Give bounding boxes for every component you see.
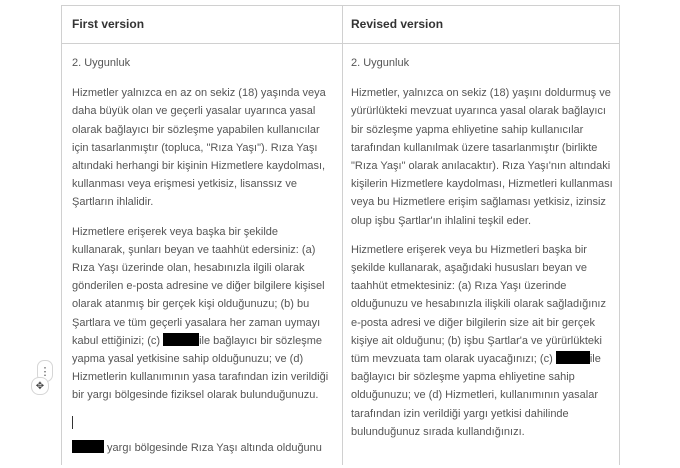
first-version-paragraph-2 (72, 223, 334, 405)
move-arrows-icon[interactable]: ✥ (31, 377, 49, 395)
redaction-block (72, 440, 104, 453)
column-divider (342, 6, 343, 465)
first-version-title: 2. Uygunluk (72, 57, 131, 69)
first-version-paragraph-2-text-b: ile bağlayıcı bir sözleşme yapma yasal yetkisine sahip olduğunuzu; ve (d) Hizmetlerin kullanımının yasa tarafından izin verildiği bir yargı bölgesinde fiziksel olarak bulunduğunuzu. (72, 334, 329, 402)
first-version-cell[interactable] (72, 54, 334, 468)
first-version-paragraph-3 (72, 439, 334, 457)
revised-version-cell[interactable] (351, 54, 613, 452)
header-revised-version: Revised version (351, 17, 444, 31)
first-version-paragraph-3-text: yargı bölgesinde Rıza Yaşı altında olduğunu (104, 441, 322, 454)
header-first-version: First version (72, 17, 145, 31)
vertical-dots-icon[interactable]: ⋮ (37, 360, 53, 382)
redaction-block (163, 333, 199, 346)
first-version-paragraph-2-text-a: Hizmetlere erişerek veya başka bir şekilde kullanarak, şunları beyan ve taahhüt edersiniz: (a) Rıza Yaşı üzerinde olan, hesabınızla ilgili olarak gönderilen e-posta adresine ve diğer bilgilere kişisel olarak atanmış bir gerçek kişi olduğunuzu; (b) bu Şartlara ve tüm geçerli yasalara her zaman uymayı kabul ettiğinizi; (c) (72, 225, 325, 347)
text-cursor (72, 416, 73, 429)
revised-version-paragraph-2 (351, 241, 613, 441)
revised-version-paragraph-1: Hizmetler, yalnızca on sekiz (18) yaşını doldurmuş ve yürürlükteki mevzuat uyarınca yasal olarak bağlayıcı bir sözleşme yapma ehliyetine sahip kullanıcılar tarafından kullanılmak üzere tasarlanmıştır (birlikte "Rıza Yaşı" olarak anılacaktır). Rıza Yaşı'nın altındaki kişilerin Hizmetlere kaydolması, Hizmetleri kullanması veya bu Hizmetlere erişim sağlaması yetkisiz, izinsiz olup işbu Şartlar'ın ihlalini teşkil eder. (351, 87, 613, 227)
revised-version-title: 2. Uygunluk (351, 57, 410, 69)
redaction-block (556, 351, 590, 364)
revised-version-paragraph-2-text-a: Hizmetlere erişerek veya bu Hizmetleri başka bir şekilde kullanarak, aşağıdaki hususları beyan ve taahhüt etmektesiniz: (a) Rıza Yaşı üzerinde olduğunuzu ve hesabınızla ilişkili olarak sağladığınız e-posta adresi ve diğer bilgilerin size ait bir gerçek kişiye ait olduğunu; (b) işbu Şartlar'a ve yürürlükteki tüm mevzuata tam olarak uyacağınızı; (c) (351, 243, 606, 366)
first-version-paragraph-1: Hizmetler yalnızca en az on sekiz (18) yaşında veya daha büyük olan ve geçerli yasalar uyarınca yasal olarak bağlayıcı bir sözleşme yapabilen kullanıcılar için tasarlanmıştır (topluca, "Rıza Yaşı"). Rıza Yaşı altındaki herhangi bir kişinin Hizmetlere kaydolması, kullanması veya erişmesi yetkisiz, lisanssız ve Şartların ihlalidir. (72, 87, 326, 209)
table-header-row (62, 6, 619, 44)
comparison-table (61, 5, 620, 465)
revised-version-paragraph-2-text-b: ile bağlayıcı bir sözleşme yapma ehliyetine sahip olduğunuzu; ve (d) Hizmetleri, kullanımının yasalar tarafından izin verildiği yargı yetkisi dahilinde bulunduğunuz sırada kullandığınızı. (351, 353, 601, 438)
